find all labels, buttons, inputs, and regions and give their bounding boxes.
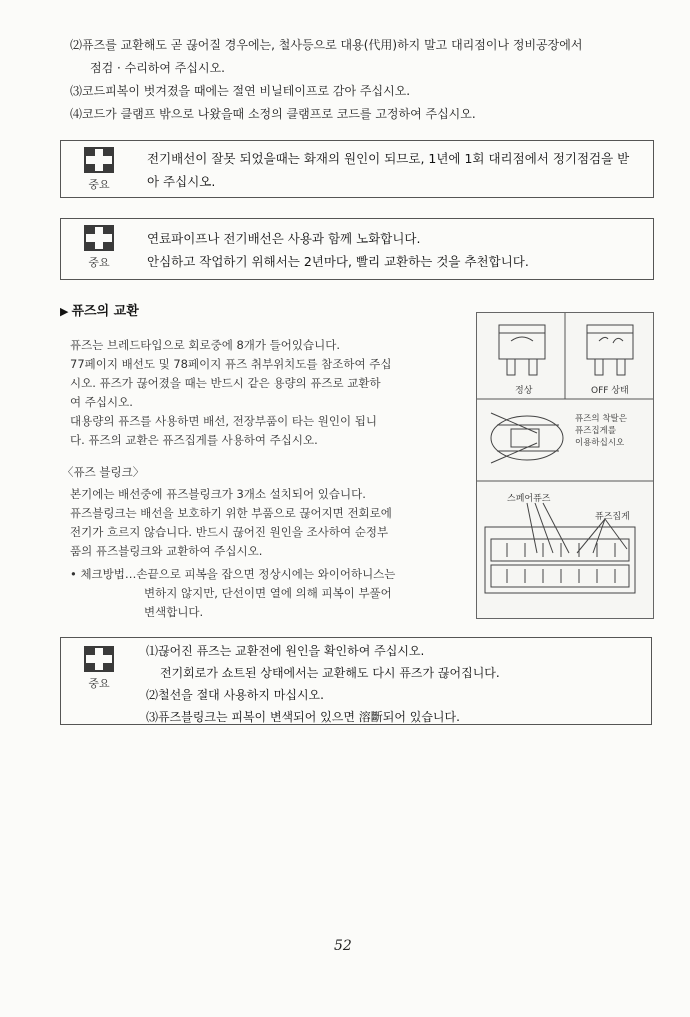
important-text-line: 연료파이프나 전기배선은 사용과 함께 노화합니다. [147, 231, 421, 246]
figure-note-line: 퓨즈의 착탈은 [575, 414, 627, 424]
important-text-line: 전기배선이 잘못 되었을때는 화재의 원인이 되므로, 1년에 1회 대리점에서 정기점검을 받 [147, 151, 630, 166]
paragraph-line: 본기에는 배선중에 퓨즈블링크가 3개소 설치되어 있습니다. [70, 487, 366, 501]
page-number: 52 [334, 938, 352, 954]
important-badge [79, 225, 119, 270]
paragraph-line: 시오. 퓨즈가 끊어졌을 때는 반드시 같은 용량의 퓨즈로 교환하 [70, 376, 381, 390]
check-method [70, 565, 420, 622]
instruction-item-2: ⑵퓨즈를 교환해도 곧 끊어질 경우에는, 철사등으로 대용(代用)하지 말고 대리점이나 정비공장에서 [70, 38, 583, 52]
fuse-paragraph [70, 336, 420, 450]
important-label: 중요 [88, 677, 110, 690]
figure-note-line: 이용하십시오 [575, 438, 625, 448]
paragraph-line: 77페이지 배선도 및 78페이지 퓨즈 취부위치도를 참조하여 주십 [70, 357, 392, 371]
note-item-1: ⑴끊어진 퓨즈는 교환전에 원인을 확인하여 주십시오. [146, 644, 425, 658]
fuse-figure [476, 312, 654, 619]
note-item-3: ⑶퓨즈블링크는 피복이 변색되어 있으면 溶斷되어 있습니다. [146, 710, 460, 724]
label-normal: 정상 [515, 386, 533, 396]
section-title-text: 퓨즈의 교환 [71, 304, 139, 319]
label-spare-fuse: 스페어퓨즈 [507, 494, 551, 504]
label-off-state: OFF 상태 [591, 386, 629, 396]
paragraph-line: 여 주십시오. [70, 395, 133, 409]
important-text [147, 227, 637, 273]
instruction-item-4: ⑷코드가 클램프 밖으로 나왔을때 소정의 클램프로 코드를 고정하여 주십시오. [70, 107, 476, 121]
important-text-line: 안심하고 작업하기 위해서는 2년마다, 빨리 교환하는 것을 추천합니다. [147, 254, 529, 269]
paragraph-line: 품의 퓨즈블링크와 교환하여 주십시오. [70, 544, 263, 558]
paragraph-line: 다. 퓨즈의 교환은 퓨즈집게를 사용하여 주십시오. [70, 433, 318, 447]
instruction-item-2-cont: 점검 · 수리하여 주십시오. [90, 61, 225, 75]
fuse-link-title: 〈퓨즈 블링크〉 [62, 465, 145, 479]
instruction-item-3: ⑶코드피복이 벗겨졌을 때에는 절연 비닐테이프로 감아 주십시오. [70, 84, 411, 98]
important-notes-list [146, 640, 500, 728]
important-label: 중요 [88, 178, 110, 191]
figure-note [575, 413, 627, 449]
important-cross-icon [84, 646, 114, 672]
figure-note-line: 퓨즈집게를 [575, 426, 617, 436]
important-text-line: 아 주십시오. [147, 174, 216, 189]
important-badge [79, 147, 119, 192]
paragraph-line: 퓨즈블링크는 배선을 보호하기 위한 부품으로 끊어지면 전회로에 [70, 506, 392, 520]
note-item-1-cont: 전기회로가 쇼트된 상태에서는 교환해도 다시 퓨즈가 끊어집니다. [160, 666, 500, 680]
section-title [60, 300, 139, 319]
section-arrow-icon: ▶ [60, 305, 69, 318]
fuse-link-paragraph [70, 485, 420, 561]
fuse-illustration [477, 313, 653, 618]
label-fuse-tongs: 퓨즈집게 [595, 512, 630, 522]
top-instruction-list [70, 34, 630, 126]
paragraph-line: 전기가 흐르지 않습니다. 반드시 끊어진 원인을 조사하여 순정부 [70, 525, 389, 539]
important-label: 중요 [88, 256, 110, 269]
important-cross-icon [84, 147, 114, 173]
important-text [147, 147, 637, 193]
important-cross-icon [84, 225, 114, 251]
paragraph-line: 퓨즈는 브레드타입으로 회로중에 8개가 들어있습니다. [70, 338, 340, 352]
important-badge [79, 646, 119, 691]
important-box-inspection [60, 140, 654, 198]
check-line: 변하지 않지만, 단선이면 열에 의해 피복이 부풀어 [144, 586, 392, 600]
check-line: • 체크방법…손끝으로 피복을 잡으면 정상시에는 와이어하니스는 [70, 567, 396, 581]
check-line: 변색합니다. [144, 605, 204, 619]
note-item-2: ⑵철선을 절대 사용하지 마십시오. [146, 688, 324, 702]
paragraph-line: 대용량의 퓨즈를 사용하면 배선, 전장부품이 타는 원인이 됩니 [70, 414, 377, 428]
important-box-replacement [60, 218, 654, 280]
